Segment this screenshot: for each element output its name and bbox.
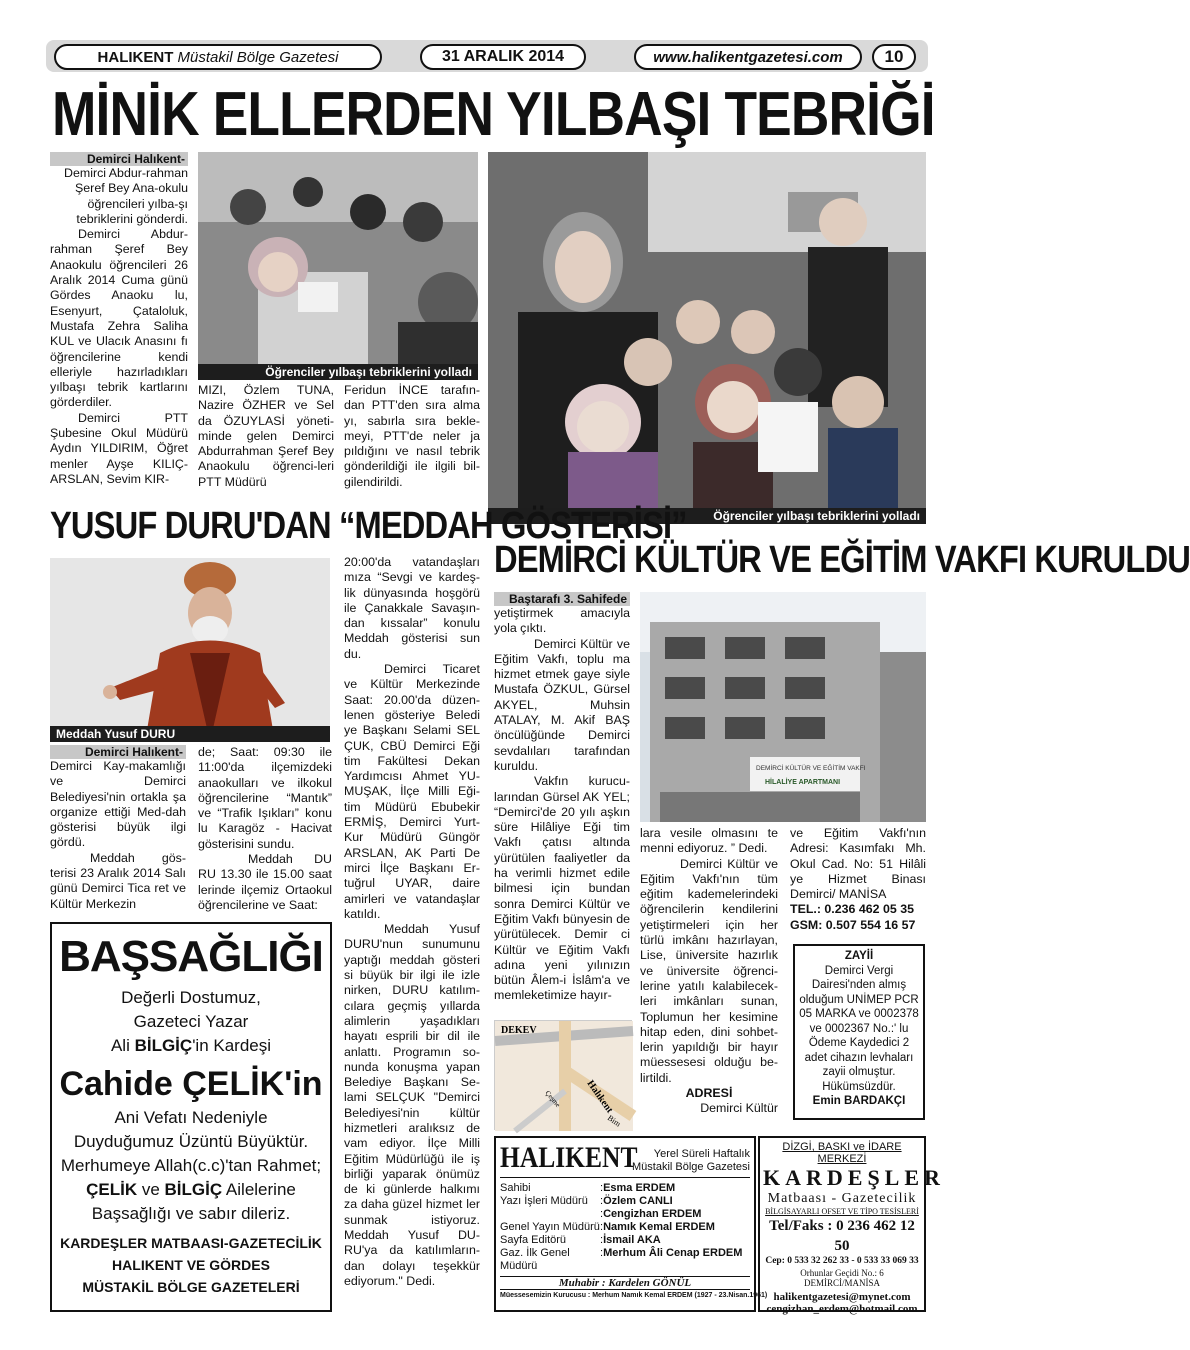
photo-caption: Öğrenciler yılbaşı tebriklerini yolladı bbox=[198, 364, 478, 380]
zayi-notice bbox=[793, 944, 925, 1120]
printer-mobile: Cep: 0 533 32 262 33 - 0 533 33 069 33 bbox=[765, 1256, 919, 1266]
masthead-person: İsmail AKA bbox=[603, 1234, 661, 1246]
issue-date: 31 ARALIK 2014 bbox=[420, 44, 586, 70]
masthead-row: : Cengizhan ERDEM bbox=[500, 1208, 750, 1221]
condolence-ad bbox=[50, 922, 332, 1312]
map-label: Bim bbox=[605, 1113, 623, 1129]
printer-title: DİZGİ, BASKI ve İDARE MERKEZİ bbox=[782, 1141, 902, 1165]
zayi-body: Demirci Vergi Dairesi'nden almış olduğum UNİMEP PCR 05 MARKA ve 0002378 ve 0002367 No.:' lu Ödeme Kaydedici 2 adet cihazın levhaları zayii olmuştur. Hükümsüzdür. bbox=[799, 964, 919, 1093]
photo-children-ptt bbox=[198, 152, 478, 380]
continued-from: Baştarafı 3. Sahifede bbox=[494, 592, 630, 606]
headline-meddah: YUSUF DURU'DAN “MEDDAH GÖSTERİSİ” bbox=[50, 505, 687, 547]
masthead bbox=[494, 1136, 768, 1312]
printer-sub2: BİLGİSAYARLI OFSET VE TİPO TESİSLERİ bbox=[765, 1207, 919, 1216]
email-link[interactable]: halikentgazetesi@mynet.com bbox=[773, 1291, 911, 1303]
paragraph: MIZI, Özlem TUNA, Nazire ÖZHER ve Sel da ÖZUYLASİ yöneti-minde gelen Demirci Abdurrahman Şeref Bey Anaokulu öğrenci-leri PTT Müdürü bbox=[198, 383, 334, 489]
paragraph: Demirci Kültür bbox=[700, 1101, 778, 1116]
condolence-title: BAŞSAĞLIĞI bbox=[59, 932, 323, 981]
building-photo-illustration bbox=[640, 592, 926, 822]
printer-box bbox=[758, 1136, 945, 1315]
paper-subtitle: Müstakil Bölge Gazetesi bbox=[177, 48, 339, 66]
paragraph: lara vesile olmasını te menni ediyoruz. ” Dedi. bbox=[640, 826, 778, 856]
condolence-text: Ailelerine bbox=[222, 1180, 296, 1199]
photo-caption: Öğrenciler yılbaşı tebriklerini yolladı bbox=[488, 508, 926, 524]
paragraph: Meddah DU RU 13.30 ile 15.00 saat lerinde ilçemiz Ortaokul öğrencilerine ve Saat: bbox=[198, 852, 332, 912]
building-sign: HİLALİYE APARTMANI bbox=[765, 779, 841, 786]
website: www.halikentgazetesi.com bbox=[634, 44, 862, 70]
paragraph: Meddah gös-terisi 23 Aralık 2014 Salı günü Demirci Tica ret ve Kültür Merkezin bbox=[50, 850, 186, 911]
photo-meddah bbox=[50, 558, 330, 742]
masthead-role bbox=[500, 1208, 600, 1221]
masthead-sub: Yerel Süreli Haftalık bbox=[653, 1148, 750, 1160]
condolence-text: ve bbox=[137, 1180, 165, 1199]
zayi-title: ZAYİİ bbox=[844, 950, 874, 962]
family-name: ÇELİK bbox=[86, 1180, 138, 1199]
article3-col1 bbox=[494, 592, 630, 1004]
dateline: Demirci Halıkent- bbox=[50, 152, 188, 166]
building-sign: DEMİRCİ KÜLTÜR VE EĞİTİM VAKFI bbox=[756, 765, 866, 772]
condolence-text: 'in Kardeşi bbox=[192, 1036, 272, 1055]
paragraph: Feridun İNCE tarafın-dan PTT'den sıra alma yı, sabırla sıra bekle-meyi, PTT'de neler ja pıldığını ve nasıl tebrik gönderildiği ile ilgili bil-gilendirildi. bbox=[344, 383, 480, 489]
zayi-signer: Emin BARDAKÇI bbox=[812, 1095, 906, 1107]
headline-minik-ellerden: MİNİK ELLERDEN YILBAŞI TEBRİĞİ bbox=[52, 80, 935, 149]
masthead-role: Sahibi bbox=[500, 1182, 531, 1194]
paragraph: Demirci Abdur-rahman Şeref Bey Anaokulu öğrencileri 26 Aralık 2014 Cuma günü Gördes Anaoku lu, Esenyurt, Çataloluk, Mustafa Zehra Saliha KUL ve Ulacık Anasını fı öğrencilerine kendi elleriyle hazırladıkları yılbaşı tebrik kartlarını görderdiler. bbox=[50, 227, 188, 410]
dateline: Demirci Halıkent- bbox=[50, 745, 186, 759]
article3-col3 bbox=[790, 826, 926, 933]
printer-name: KARDEŞLER bbox=[763, 1165, 945, 1190]
group-photo-illustration bbox=[488, 152, 926, 524]
masthead-person: Merhum Âli Cenap ERDEM bbox=[603, 1247, 743, 1259]
email-link[interactable]: cengizhan_erdem@hotmail.com bbox=[766, 1303, 918, 1315]
masthead-person: Özlem CANLI bbox=[603, 1195, 673, 1207]
founder: Müessesemizin Kurucusu : Merhum Namık Kemal ERDEM (1927 - 23.Nisan.1961) bbox=[500, 1292, 768, 1299]
masthead-row: Sahibi : Esma ERDEM bbox=[500, 1182, 676, 1194]
paragraph: Demirci Abdur-rahman Şeref Bey Ana-okulu öğrencileri yılba-şı tebriklerini gönderdi. bbox=[64, 166, 188, 226]
masthead-role: Yazı İşleri Müdürü bbox=[500, 1195, 588, 1207]
paper-name-box bbox=[54, 44, 382, 70]
article1-col2 bbox=[198, 383, 334, 490]
masthead-person: Esma ERDEM bbox=[603, 1182, 676, 1194]
paragraph: Vakfın kurucu-larından Gürsel AK YEL; “Demirci'de 20 yılı aşkın süre Hilâliye Eği tim Vakfı çatısı altında yürütülen faaliyetler da ha verimli hizmet edile bilmesi için bundan sonra Demirci Kültür ve Eğitim Vakfı bünyesin de yürütülecek. Demir ci Kültür ve Eğitim Vakfı adına yeni yılınızın bütün Âlem-i İslâm'a ve memleketimize hayır- bbox=[494, 774, 630, 1003]
family-name: BİLGİÇ bbox=[164, 1180, 223, 1199]
masthead-role: Gaz. İlk Genel Müdürü bbox=[500, 1247, 570, 1272]
masthead-row: Sayfa Editörü : İsmail AKA bbox=[500, 1234, 661, 1246]
paragraph: ve Eğitim Vakfı'nın Adresi: Kasımfakı Mh. Okul Cad. No: 51 Hilâli ye Hizmet Binası Demirci/ MANİSA bbox=[790, 826, 926, 902]
photo-caption: Meddah Yusuf DURU bbox=[50, 726, 330, 742]
paragraph: de; Saat: 09:30 ile 11:00'da ilçemizdeki anaokulları ve ilkokul öğrencilerine “Mantık” ve “Trafik Işıkları” konu lu Karagöz - Hacivat gösterisini sundu. bbox=[198, 745, 332, 851]
printer-telfax: Tel/Faks : 0 236 462 12 50 bbox=[769, 1218, 915, 1254]
masthead-sub: Müstakil Bölge Gazetesi bbox=[632, 1161, 750, 1173]
paragraph: Meddah Yusuf DURU'nun sunumunu yaptığı meddah gösteri si büyük bir ilgi ile izle nirken, DURU katılım-cılara geçmiş yıllarda alimlerin yaşadıkları hayatı esprili bir dil ile anlattı. Programın so-nunda konuşma yapan Belediye Başkanı Se-lami SELÇUK "Demirci Belediyesi'nin kültür hizmetleri aralıksız de vam ediyor. İlçe Milli Eğitim Müdürlüğü ile iş birliği yaparak önümüz de ki günlerde halkımı za daha güzel hizmet ler sunmak istiyoruz. Meddah Yusuf DU-RU'ya da katılımların-dan dolayı teşekkür ediyorum." Dedi. bbox=[344, 922, 480, 1288]
masthead-person: Namık Kemal ERDEM bbox=[603, 1221, 715, 1233]
address-title: ADRESİ bbox=[685, 1086, 733, 1101]
children-photo-illustration bbox=[198, 152, 478, 380]
meddah-photo-illustration bbox=[50, 558, 330, 742]
article1-col1 bbox=[50, 152, 188, 487]
article2-col1 bbox=[50, 745, 186, 912]
article3-col2 bbox=[640, 826, 778, 1117]
photo-group-children bbox=[488, 152, 926, 524]
location-map bbox=[494, 1020, 632, 1130]
paragraph: 20:00'da vatandaşları mıza “Sevgi ve kardeş-lik dünyasında hoşgörü ile Çanakkale Savaşın-dan kıssalar” konulu Meddah gösterisi sun du. bbox=[344, 555, 480, 661]
condolence-signature: MÜSTAKİL BÖLGE GAZETELERİ bbox=[82, 1279, 300, 1295]
phone: TEL.: 0.236 462 05 35 bbox=[790, 902, 914, 917]
condolence-line: Ani Vefatı Nedeniyle bbox=[114, 1108, 268, 1127]
condolence-line: Merhumeye Allah(c.c)'tan Rahmet; bbox=[60, 1156, 322, 1175]
printer-sub: Matbaası - Gazetecilik bbox=[767, 1191, 917, 1206]
masthead-row: Gaz. İlk Genel Müdürü : Merhum Âli Cenap ERDEM bbox=[500, 1247, 743, 1272]
muhabir: Muhabir : Kardelen GÖNÜL bbox=[500, 1276, 750, 1290]
paragraph: yetiştirmek amacıyla yola çıktı. bbox=[494, 606, 630, 636]
paragraph: Demirci Kay-makamlığı ve Demirci Belediyesi'nin ortakla şa organize ettiği Med-dah gösterisi büyük ilgi gördü. bbox=[50, 759, 186, 850]
condolence-text: Ali bbox=[110, 1036, 135, 1055]
condolence-line: Başsağlığı ve sabır dileriz. bbox=[91, 1204, 291, 1223]
masthead-name: HALIKENT bbox=[500, 1141, 638, 1174]
article2-col2 bbox=[198, 745, 332, 913]
masthead-row: Genel Yayın Müdürü : Namık Kemal ERDEM bbox=[500, 1221, 715, 1233]
article1-col3 bbox=[344, 383, 480, 490]
photo-building bbox=[640, 592, 926, 822]
map-label: DEKEV bbox=[501, 1025, 537, 1036]
masthead-role: Genel Yayın Müdürü bbox=[500, 1221, 600, 1233]
paper-name: HALIKENT bbox=[97, 48, 174, 66]
mobile-phone: GSM: 0.507 554 16 57 bbox=[790, 917, 916, 932]
headline-vakif: DEMİRCİ KÜLTÜR VE EĞİTİM VAKFI KURULDU bbox=[494, 539, 1190, 581]
masthead-person: Cengizhan ERDEM bbox=[603, 1208, 702, 1220]
printer-address: Orhunlar Geçidi No.: 6 DEMİRCİ/MANİSA bbox=[800, 1268, 884, 1288]
paragraph: Demirci Kültür ve Eğitim Vakfı'nın tüm eğitim kademelerindeki öğrencilerin kendilerini yetiştirmeleri için her türlü imkânı hazırlayan, Lise, üniversite hazırlık ve üniversite öğrenci-lerine yatılı kalabilecek-leri imkânları sunan, Toplumun her kesimine hitap eden, dini sohbet-lerin yapıldığı bir hayır müessesesi olduğu be-lirtildi. bbox=[640, 856, 778, 1085]
condolence-signature: KARDEŞLER MATBAASI-GAZETECİLİK bbox=[60, 1235, 322, 1251]
paragraph: Demirci Ticaret ve Kültür Merkezinde Saat: 20.00'da düzen-lenen gösteriye Beledi ye Başkanı Selami SEL ÇUK, CBÜ Demirci Eği tim Fakültesi Dekan Yardımcısı Ahmet YU-MUŞAK, İlçe Milli Eği-tim Müdürü Ebubekir ERMİŞ, Demirci Yurt-Kur Müdürü Güngör ARSLAN, AK Parti De mirci İlçe Başkanı Er-tuğrul UYAR, daire amirleri ve vatandaşlar katıldı. bbox=[344, 662, 480, 921]
page-number: 10 bbox=[872, 44, 916, 70]
deceased-name: Cahide ÇELİK'in bbox=[59, 1065, 323, 1103]
masthead-role: Sayfa Editörü bbox=[500, 1234, 567, 1246]
masthead-row: Yazı İşleri Müdürü : Özlem CANLI bbox=[500, 1195, 673, 1207]
map-label: Halıkent bbox=[584, 1078, 615, 1116]
condolence-surname: BİLGİÇ bbox=[134, 1036, 193, 1055]
paragraph: Demirci Kültür ve Eğitim Vakfı, toplu ma hizmet etmek gaye siyle Mustafa ÖZKUL, Gürsel AKYEL, Muhsin ATALAY, M. Akif BAŞ öncülüğünde Demirci sevdalıları tarafından kuruldu. bbox=[494, 636, 630, 773]
condolence-line: Değerli Dostumuz, bbox=[121, 988, 261, 1007]
condolence-signature: HALIKENT VE GÖRDES bbox=[112, 1257, 270, 1273]
map-illustration bbox=[495, 1021, 633, 1131]
paragraph: Demirci PTT Şubesine Okul Müdürü Aydın YILDIRIM, Öğret menler Ayşe KILIÇ-ARSLAN, Sevim KIR- bbox=[50, 410, 188, 486]
article2-col3 bbox=[344, 555, 480, 1289]
condolence-line: Gazeteci Yazar bbox=[133, 1012, 249, 1031]
map-label: Çeşme bbox=[543, 1089, 562, 1109]
condolence-line: Duyduğumuz Üzüntü Büyüktür. bbox=[73, 1132, 309, 1151]
